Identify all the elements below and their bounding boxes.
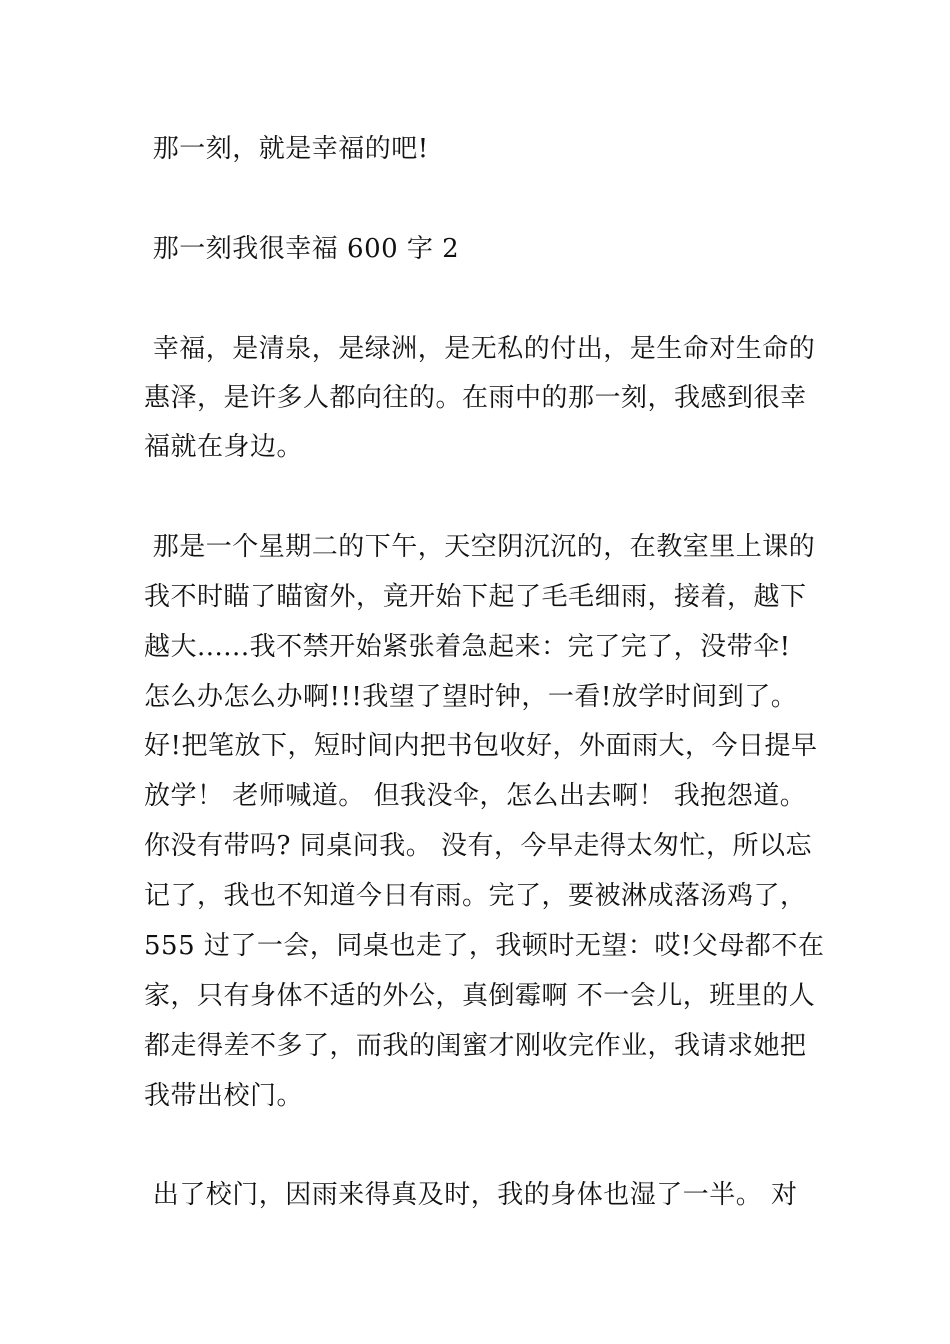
paragraph-line: 555 过了一会，同桌也走了，我顿时无望：哎!父母都不在 — [144, 931, 825, 961]
paragraph-line: 放学！ 老师喊道。 但我没伞，怎么出去啊！ 我抱怨道。 — [144, 781, 807, 811]
paragraph-line: 记了，我也不知道今日有雨。完了，要被淋成落汤鸡了， — [144, 881, 807, 911]
paragraph-line: 惠泽，是许多人都向往的。在雨中的那一刻，我感到很幸 — [144, 383, 807, 413]
paragraph-line: 好!把笔放下，短时间内把书包收好，外面雨大，今日提早 — [144, 731, 818, 761]
paragraph-line: 家，只有身体不适的外公，真倒霉啊 不一会儿，班里的人 — [144, 981, 816, 1011]
paragraph-line: 我带出校门。 — [144, 1081, 304, 1111]
section-heading: 那一刻我很幸福 600 字 2 — [144, 234, 460, 264]
paragraph-line: 那是一个星期二的下午，天空阴沉沉的，在教室里上课的 — [144, 532, 816, 562]
paragraph-line: 福就在身边。 — [144, 432, 304, 462]
paragraph-line: 幸福，是清泉，是绿洲，是无私的付出，是生命对生命的 — [144, 334, 816, 364]
paragraph-line: 你没有带吗? 同桌问我。 没有，今早走得太匆忙，所以忘 — [144, 831, 812, 861]
paragraph-line: 越大......我不禁开始紧张着急起来：完了完了，没带伞! — [144, 632, 791, 662]
paragraph-line: 都走得差不多了，而我的闺蜜才刚收完作业，我请求她把 — [144, 1031, 807, 1061]
paragraph-line: 怎么办怎么办啊!!!我望了望时钟，一看!放学时间到了。 — [144, 682, 798, 712]
paragraph-line: 我不时瞄了瞄窗外，竟开始下起了毛毛细雨，接着，越下 — [144, 582, 807, 612]
paragraph-line: 出了校门，因雨来得真及时，我的身体也湿了一半。 对 — [144, 1180, 798, 1210]
paragraph-line: 那一刻，就是幸福的吧! — [144, 134, 429, 164]
